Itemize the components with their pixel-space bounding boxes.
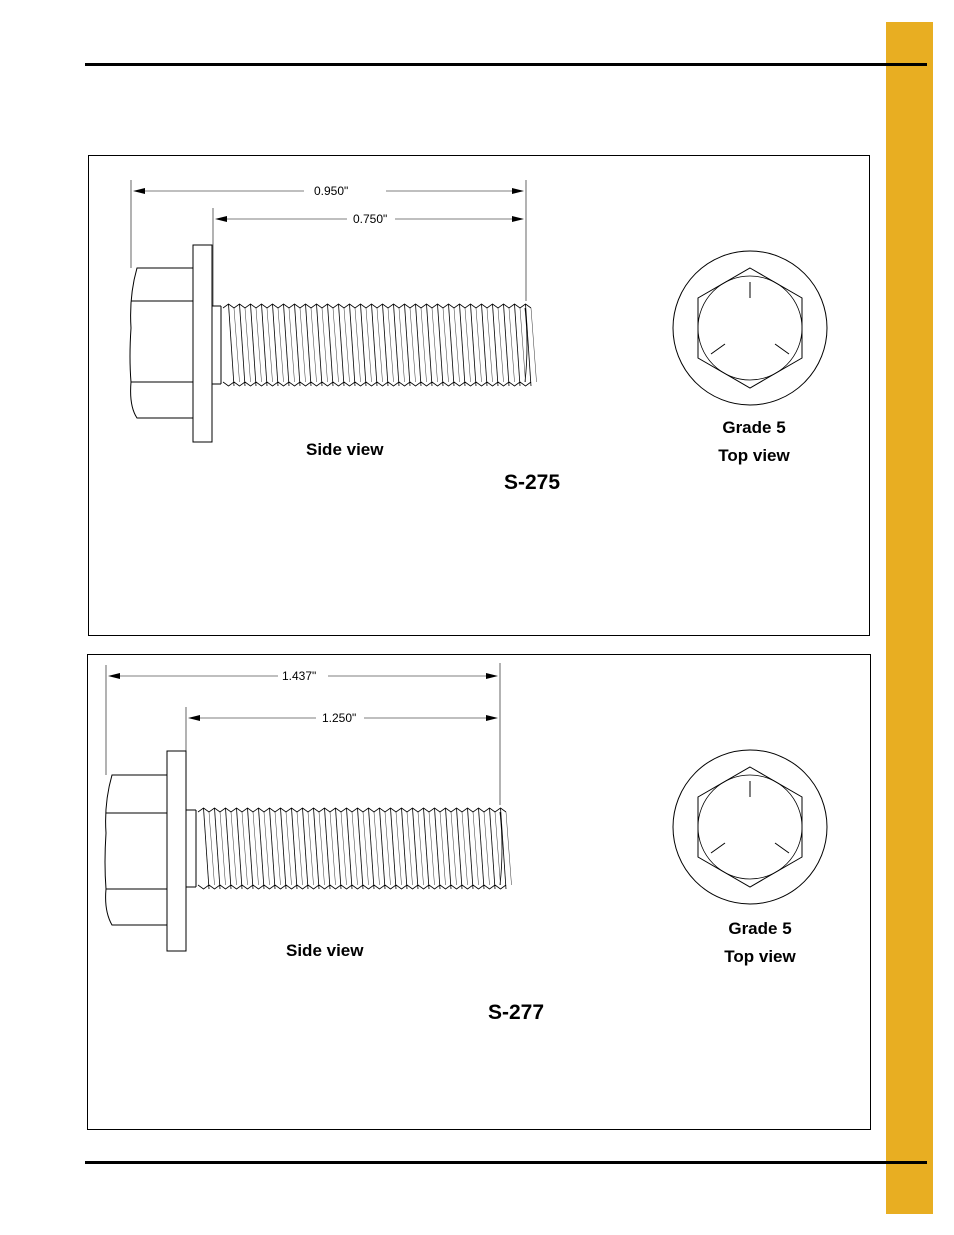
part-number: S-277 — [488, 1001, 545, 1024]
bolt-drawing-s277 — [88, 655, 872, 1131]
overall-length-label: 1.437" — [282, 669, 317, 683]
grade-label: Grade 5 — [728, 919, 792, 938]
overall-length-label: 0.950" — [314, 184, 349, 198]
footer-rule — [85, 1161, 927, 1164]
side-view-label: Side view — [306, 440, 384, 459]
thread-length-label: 1.250" — [322, 711, 357, 725]
side-view-label: Side view — [286, 941, 364, 960]
thread-length-label: 0.750" — [353, 212, 388, 226]
bolt-drawing-s275 — [89, 156, 871, 637]
top-view-label: Top view — [724, 947, 796, 966]
top-view-label: Top view — [718, 446, 790, 465]
section-tab — [886, 22, 933, 1214]
drawing-panel-s277 — [87, 654, 871, 1130]
grade-label: Grade 5 — [722, 418, 786, 437]
drawing-panel-s275 — [88, 155, 870, 636]
header-rule — [85, 63, 927, 66]
part-number: S-275 — [504, 471, 561, 494]
